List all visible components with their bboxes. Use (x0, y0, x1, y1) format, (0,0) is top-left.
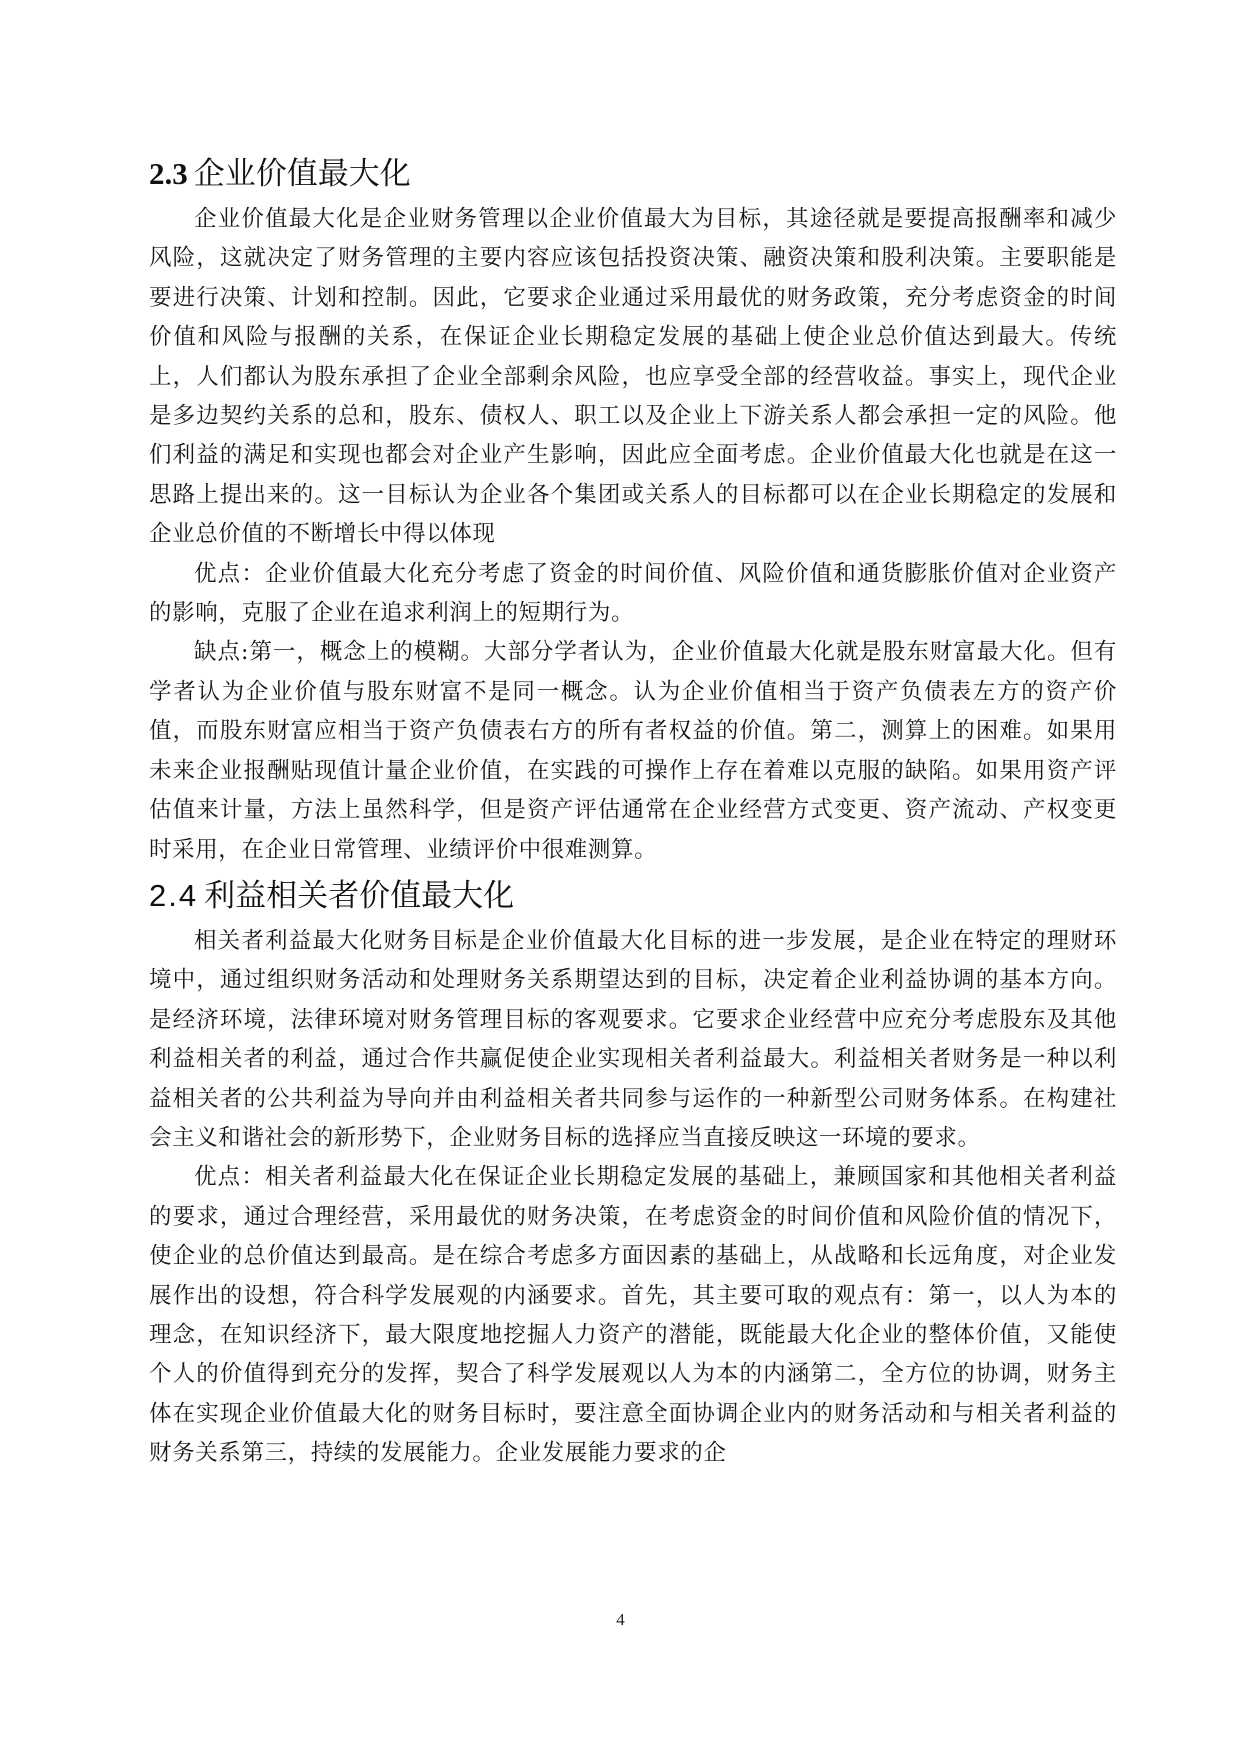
paragraph-stakeholder-advantages: 优点：相关者利益最大化在保证企业长期稳定发展的基础上，兼顾国家和其他相关者利益的要求，通过合理经营，采用最优的财务决策，在考虑资金的时间价值和风险价值的情况下，使企业的总价值达到最高。是在综合考虑多方面因素的基础上，从战略和长远角度，对企业发展作出的设想，符合科学发展观的内涵要求。首先，其主要可取的观点有：第一，以人为本的理念，在知识经济下，最大限度地挖掘人力资产的潜能，既能最大化企业的整体价值，又能使个人的价值得到充分的发挥，契合了科学发展观以人为本的内涵第二，全方位的协调，财务主体在实现企业价值最大化的财务目标时，要注意全面协调企业内的财务活动和与相关者利益的财务关系第三，持续的发展能力。企业发展能力要求的企 (149, 1164, 1117, 1467)
paragraph-enterprise-value-definition: 企业价值最大化是企业财务管理以企业价值最大为目标，其途径就是要提高报酬率和减少风险，这就决定了财务管理的主要内容应该包括投资决策、融资决策和股利决策。主要职能是要进行决策、计划和控制。因此，它要求企业通过采用最优的财务政策，充分考虑资金的时间价值和风险与报酬的关系，在保证企业长期稳定发展的基础上使企业总价值达到最大。传统上，人们都认为股东承担了企业全部剩余风险，也应享受全部的经营收益。事实上，现代企业是多边契约关系的总和，股东、债权人、职工以及企业上下游关系人都会承担一定的风险。他们利益的满足和实现也都会对企业产生影响，因此应全面考虑。企业价值最大化也就是在这一思路上提出来的。这一目标认为企业各个集团或关系人的目标都可以在企业长期稳定的发展和企业总价值的不断增长中得以体现 (149, 206, 1117, 548)
section-heading-2-3 (149, 148, 1117, 200)
section-number: 2.4 (149, 877, 199, 913)
paragraph-enterprise-value-disadvantages: 缺点:第一，概念上的模糊。大部分学者认为，企业价值最大化就是股东财富最大化。但有学者认为企业价值与股东财富不是同一概念。认为企业价值相当于资产负债表左方的资产价值，而股东财富应相当于资产负债表右方的所有者权益的价值。第二，测算上的困难。如果用未来企业报酬贴现值计量企业价值，在实践的可操作上存在着难以克服的缺陷。如果用资产评估值来计量，方法上虽然科学，但是资产评估通常在企业经营方式变更、资产流动、产权变更时采用，在企业日常管理、业绩评价中很难测算。 (149, 639, 1117, 863)
page-number: 4 (616, 1610, 625, 1629)
section-heading-2-4 (149, 870, 1117, 922)
paragraph-stakeholder-definition: 相关者利益最大化财务目标是企业价值最大化目标的进一步发展，是企业在特定的理财环境中，通过组织财务活动和处理财务关系期望达到的目标，决定着企业利益协调的基本方向。是经济环境，法律环境对财务管理目标的客观要求。它要求企业经营中应充分考虑股东及其他利益相关者的利益，通过合作共赢促使企业实现相关者利益最大。利益相关者财务是一种以利益相关者的公共利益为导向并由利益相关者共同参与运作的一种新型公司财务体系。在构建社会主义和谐社会的新形势下，企业财务目标的选择应当直接反映这一环境的要求。 (149, 927, 1117, 1151)
page-body (149, 148, 1117, 1474)
section-title: 企业价值最大化 (193, 156, 411, 192)
paragraph-enterprise-value-advantages: 优点：企业价值最大化充分考虑了资金的时间价值、风险价值和通货膨胀价值对企业资产的影响，克服了企业在追求利润上的短期行为。 (149, 560, 1117, 627)
section-title: 利益相关者价值最大化 (204, 877, 515, 914)
section-number: 2.3 (149, 156, 188, 191)
